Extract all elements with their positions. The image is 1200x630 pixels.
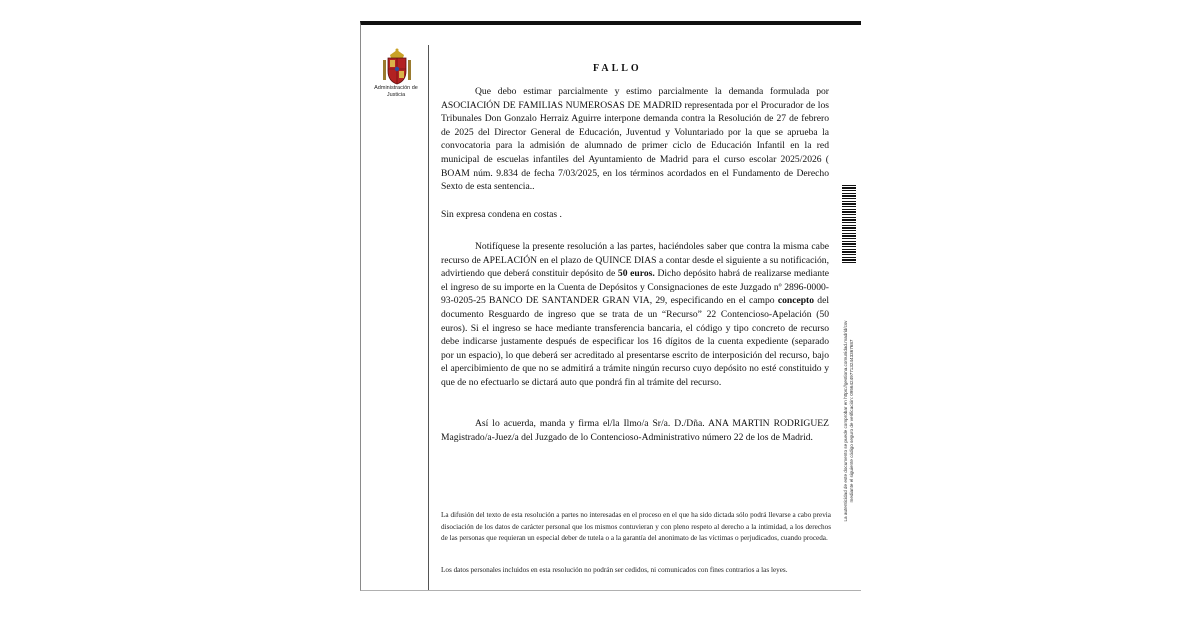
verification-text <box>843 276 855 566</box>
costs-paragraph <box>441 208 829 222</box>
data-notice: Los datos personales incluidos en esta resolución no podrán ser cedidos, ni comunicados con fines contrarios a las leyes. <box>441 566 788 574</box>
concept-word: concepto <box>777 295 815 307</box>
document-page <box>360 21 861 591</box>
verification-line-2: mediante el siguiente código seguro de verificación: 0956424977132443367687 <box>849 339 854 503</box>
institution-label: Administración de Justicia <box>374 85 418 98</box>
signature-paragraph <box>441 417 829 444</box>
coat-of-arms-icon <box>377 47 417 87</box>
notification-middle: Dicho depósito habrá de realizarse mediante el ingreso de su importe en la Cuenta de Depósitos y Consignaciones de este Juzgado nº 2896-0000-93-0205-25 BANCO DE SANTANDER GRAN VIA, 29, especificando en el campo <box>441 268 829 307</box>
section-heading: FALLO <box>593 63 642 74</box>
verification-strip <box>835 280 861 570</box>
costs-text: Sin expresa condena en costas . <box>441 209 562 220</box>
barcode-icon <box>842 185 856 265</box>
notification-paragraph <box>441 240 829 390</box>
signature-text: Así lo acuerda, manda y firma el/la Ilmo/a Sr/a. D./Dña. ANA MARTIN RODRIGUEZ Magistrado/a-Juez/a del Juzgado de lo Contencioso-Administrativo número 22 de los de Madrid. <box>441 418 829 443</box>
ruling-paragraph <box>441 85 829 194</box>
notification-intro: Notifíquese la presente resolución a las partes, haciéndoles saber que contra la misma cabe recurso de APELACIÓN en el plazo de QUINCE DIAS a contar desde el siguiente a su notificación, advirtiendo que deberá constituir depósito de <box>441 241 829 280</box>
margin-rule <box>428 45 429 590</box>
privacy-notice: La difusión del texto de esta resolución a partes no interesadas en el proceso en el que ha sido dictada sólo podrá llevarse a cabo previa disociación de los datos de carácter personal que los mismos contuvieran y con pleno respeto al derecho a la intimidad, a los derechos de las personas que requieran un especial deber de tutela o a la garantía del anonimato de las víctimas o perjudicados, cuando proceda. <box>441 511 831 542</box>
notification-end: del documento Resguardo de ingreso que se trata de un “Recurso” 22 Contencioso-Apelación (50 euros). Si el ingreso se hace mediante transferencia bancaria, el código y tipo concreto de recurso debe indicarse justamente después de especificar los 16 dígitos de la cuenta expediente (separado por un espacio), lo que deberá ser acreditado al presentarse escrito de interposición del recurso, bajo el apercibimiento de que no se admitirá a trámite ningún recurso cuyo depósito no esté constituido y que de no efectuarlo se dictará auto que pondrá fin al trámite del recurso. <box>441 295 830 388</box>
deposit-amount: 50 euros. <box>617 268 655 280</box>
notification-text <box>441 240 829 390</box>
verification-line-1: La autenticidad de este documento se puede comprobar en https://gestiona.comunidad.madrid/csv <box>843 320 848 522</box>
ruling-text: Que debo estimar parcialmente y estimo parcialmente la demanda formulada por ASOCIACIÓN DE FAMILIAS NUMEROSAS DE MADRID representada por el Procurador de los Tribunales Don Gonzalo Herraiz Aguirre interpone demanda contra la Resolución de 27 de febrero de 2025 del Director General de Educación, Juventud y Voluntariado por la que se aprueba la convocatoria para la admisión de alumnado de primer ciclo de Educación Infantil en la red municipal de escuelas infantiles del Ayuntamiento de Madrid para el curso escolar 2025/2026 ( BOAM núm. 9.834 de fecha 7/03/2025, en los términos acordados en el Fundamento de Derecho Sexto de esta sentencia.. <box>441 86 829 193</box>
